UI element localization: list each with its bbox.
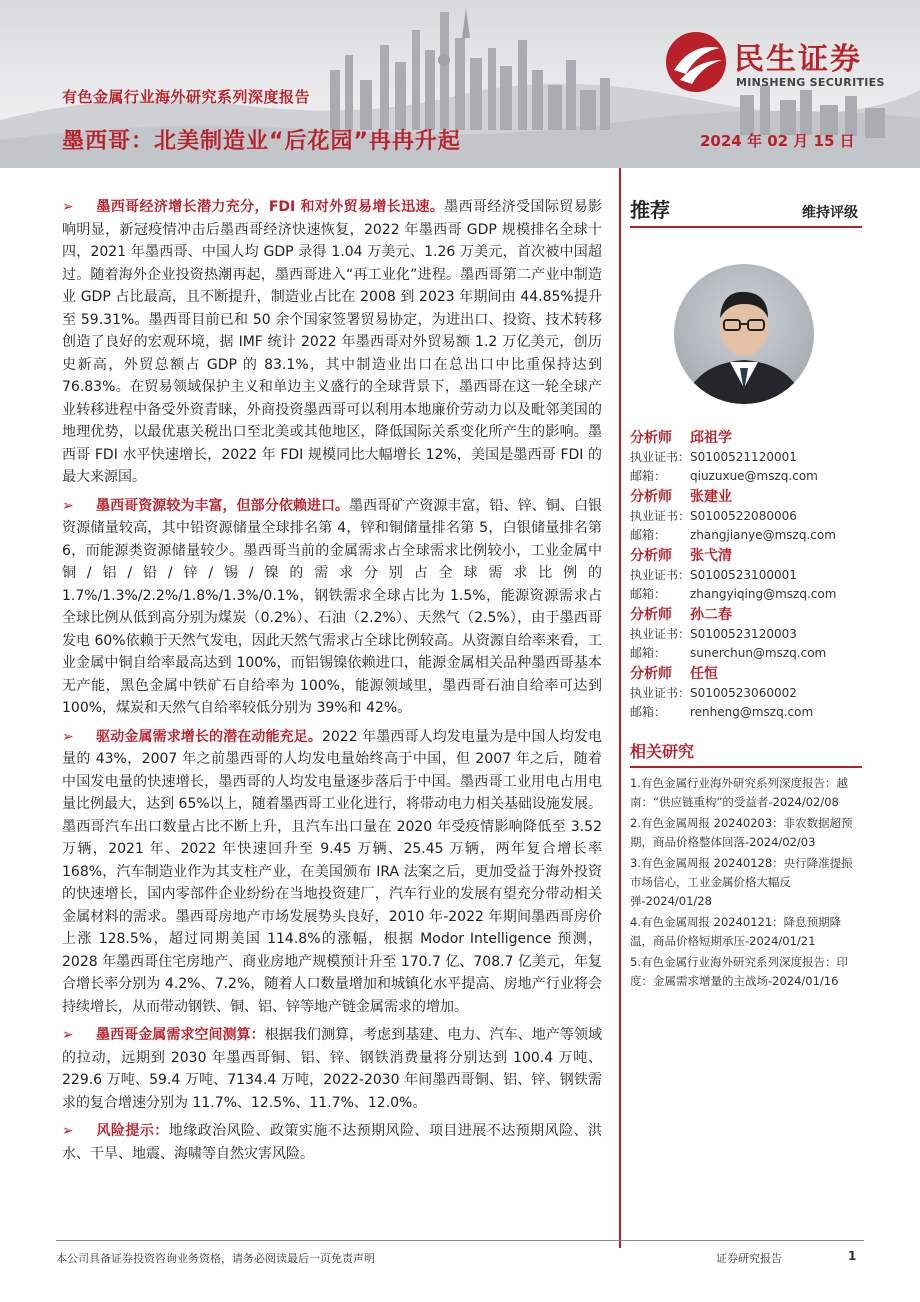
summary-paragraph — [62, 495, 602, 720]
minsheng-logo-icon — [664, 30, 728, 94]
analyst-card — [630, 546, 862, 603]
summary-paragraph — [62, 1120, 602, 1165]
paragraph-text: 根据我们测算，考虑到基建、电力、汽车、地产等领域的拉动，远期到 2030 年墨西哥铜、铝、锌、钢铁消费量将分别达到 100.4 万吨、229.6 万吨、59.4 万吨、7134.4 万吨，2022-2030 年间墨西哥铜、铝、锌、钢铁需求的复合增速分别为 11.7%、12.5%、11.7%、12.0%。 — [62, 1027, 603, 1111]
cert-number: S0100521120001 — [690, 450, 797, 464]
logo-text-cn: 民生证券 — [734, 42, 862, 77]
rating-row — [630, 192, 862, 228]
paragraph-lead: 风险提示： — [96, 1123, 169, 1139]
bullet-arrow-icon: ➢ — [62, 728, 74, 745]
minsheng-logo — [664, 30, 900, 100]
analyst-name: 张建业 — [690, 489, 732, 505]
report-date: 2024 年 02 月 15 日 — [700, 132, 855, 150]
analyst-email[interactable]: qiuzuxue@mszq.com — [690, 468, 818, 483]
analyst-list — [630, 428, 862, 721]
cert-label: 执业证书： — [630, 686, 691, 700]
cert-number: S0100523120003 — [690, 627, 797, 641]
paragraph-lead: 墨西哥金属需求空间测算： — [96, 1027, 265, 1043]
summary-paragraph — [62, 1024, 602, 1114]
related-research-list — [630, 774, 862, 991]
related-research-item[interactable]: 3.有色金属周报 20240128：央行降准提振市场信心，工业金属价格大幅反弹-2024/01/28 — [630, 856, 853, 908]
analyst-role: 分析师 — [630, 489, 672, 505]
bullet-arrow-icon: ➢ — [62, 1027, 74, 1043]
related-research-item[interactable]: 2.有色金属周报 20240203：非农数据超预期，商品价格整体回落-2024/02/03 — [630, 816, 853, 849]
email-label: 邮箱： — [630, 645, 667, 660]
email-label: 邮箱： — [630, 468, 667, 483]
analyst-email[interactable]: renheng@mszq.com — [690, 704, 814, 719]
analyst-name: 孙二春 — [690, 607, 732, 623]
cert-number: S0100523100001 — [690, 568, 797, 582]
cert-label: 执业证书： — [630, 568, 691, 582]
analyst-role: 分析师 — [630, 548, 672, 564]
paragraph-lead: 驱动金属需求增长的潜在动能充足。 — [96, 728, 322, 745]
related-research — [630, 739, 862, 991]
cert-number: S0100522080006 — [690, 509, 797, 523]
series-title: 有色金属行业海外研究系列深度报告 — [62, 88, 311, 106]
summary-paragraph — [62, 726, 602, 1019]
header-banner — [0, 0, 920, 168]
footer-disclaimer: 本公司具备证券投资咨询业务资格，请务必阅读最后一页免责声明 — [56, 1252, 375, 1265]
report-title: 墨西哥：北美制造业“后花园”冉冉升起 — [62, 129, 461, 154]
related-research-item[interactable]: 1.有色金属行业海外研究系列深度报告：越南：“供应链重构”的受益者-2024/02/08 — [630, 776, 848, 809]
analyst-role: 分析师 — [630, 666, 672, 682]
analyst-role: 分析师 — [630, 430, 672, 446]
email-label: 邮箱： — [630, 527, 667, 542]
logo-text-en: MINSHENG SECURITIES — [736, 76, 885, 89]
analyst-name: 任恒 — [690, 666, 718, 682]
analyst-card — [630, 664, 862, 721]
paragraph-text: 2022 年墨西哥人均发电量为是中国人均发电量的 43%，2007 年之前墨西哥的人均发电量始终高于中国，但 2007 年之后，随着中国发电量的快速增长，墨西哥的人均发电量逐步落后于中国。墨西哥工业用电占用电量比例最大，达到 65%以上，随着墨西哥工业化进行，将带动电力相关基础设施发展。墨西哥汽车出口数量占比不断上升，且汽车出口量在 2020 年受疫情影响降低至 3.52 万辆，2021 年、2022 年快速回升至 9.45 万辆、25.45 万辆，两年复合增长率 168%，汽车制造业作为其支柱产业，在美国颁布 IRA 法案之后，更加受益于海外投资的快速增长，国内零部件企业纷纷在当地投资建厂，汽车行业的发展有望充分带动相关金属材料的需求。墨西哥房地产市场发展势头良好，2010 年-2022 年期间墨西哥房价上涨 128.5%，超过同期美国 114.8%的涨幅，根据 Modor Intelligence 预测，2028 年墨西哥住宅房地产、商业房地产规模预计升至 170.7 亿、708.7 亿美元，年复合增长率分别为 4.2%、7.2%，随着人口数量增加和城镇化水平提高、房地产行业将会持续增长，从而带动钢铁、铜、铝、锌等地产链金属需求的增加。 — [62, 728, 603, 1015]
page-number: 1 — [848, 1249, 857, 1263]
paragraph-lead: 墨西哥资源较为丰富，但部分依赖进口。 — [96, 497, 350, 514]
bullet-arrow-icon: ➢ — [62, 497, 74, 514]
paragraph-text: 墨西哥经济受国际贸易影响明显，新冠疫情冲击后墨西哥经济快速恢复，2022 年墨西哥 GDP 规模排名全球十四，2021 年墨西哥、中国人均 GDP 录得 1.04 万美元、1.26 万美元，首次被中国超过。随着海外企业投资热潮再起，墨西哥进入“再工业化”进程。墨西哥第二产业中制造业 GDP 占比最高，且不断提升，制造业占比在 2008 到 2023 年期间由 44.85%提升至 59.31%。墨西哥目前已和 50 余个国家签署贸易协定，为进出口、投资、技术转移创造了良好的宏观环境，据 IMF 统计 2022 年墨西哥对外贸易额 1.2 万亿美元，创历史新高，外贸总额占 GDP 的 83.1%，其中制造业出口在总出口中比重保持达到 76.83%。在贸易领域保护主义和单边主义盛行的全球背景下，墨西哥在这一轮全球产业转移进程中备受外资青睐，外商投资墨西哥可以利用本地廉价劳动力以及毗邻美国的地理优势，以最优惠关税出口至北美或其他地区，降低国际关系变化所产生的影响。墨西哥 FDI 水平快速增长，2022 年 FDI 规模同比大幅增长 12%，美国是墨西哥 FDI 的最大来源国。 — [62, 199, 602, 485]
analyst-email[interactable]: zhangyiqing@mszq.com — [690, 586, 837, 601]
paragraph-lead: 墨西哥经济增长潜力充分，FDI 和对外贸易增长迅速。 — [96, 199, 445, 215]
summary-paragraph — [62, 196, 602, 489]
footer-report-type: 证券研究报告 — [716, 1252, 782, 1265]
analyst-email[interactable]: sunerchun@mszq.com — [690, 645, 827, 660]
bullet-arrow-icon: ➢ — [62, 199, 74, 215]
related-research-title: 相关研究 — [630, 739, 862, 768]
related-research-item[interactable]: 4.有色金属周报 20240121：降息预期降温，商品价格短期承压-2024/01/21 — [630, 915, 842, 948]
footer-divider — [56, 1240, 864, 1241]
bullet-arrow-icon: ➢ — [62, 1123, 74, 1139]
paragraph-text: 地缘政治风险、政策实施不达预期风险、项目进展不达预期风险、洪水、干旱、地震、海啸等自然灾害风险。 — [62, 1123, 603, 1162]
related-research-item[interactable]: 5.有色金属行业海外研究系列深度报告：印度：金属需求增量的主战场-2024/01/16 — [630, 955, 848, 988]
analyst-portrait-icon — [674, 264, 814, 404]
analyst-card — [630, 428, 862, 485]
cert-number: S0100523060002 — [690, 686, 797, 700]
column-divider — [619, 168, 621, 1248]
sidebar — [630, 192, 862, 993]
cert-label: 执业证书： — [630, 627, 691, 641]
analyst-card — [630, 487, 862, 544]
analyst-name: 邱祖学 — [690, 430, 732, 446]
paragraph-text: 墨西哥矿产资源丰富，铅、锌、铜、白银资源储量较高，其中铅资源储量全球排名第 4，锌和铜储量排名第 5，白银储量排名第 6，而能源类资源储量较少。墨西哥当前的金属需求占全球需求比例较小，工业金属中铜/铝/铅/锌/锡/镍的需求分别占全球需求比例的 1.7%/1.3%/2.2%/1.8%/1.3%/0.1%，钢铁需求全球占比为 1.5%，能源资源需求占全球比例从低到高分别为煤炭（0.2%）、石油（2.2%）、天然气（2.5%），由于墨西哥发电 60%依赖于天然气发电，因此天然气需求占全球比例较高。从资源自给率来看，工业金属中铜自给率最高达到 100%，而铝锡镍依赖进口，能源金属相关品种墨西哥基本无产能，黑色金属中铁矿石自给率为 100%，能源领域里，墨西哥石油自给率可达到 100%，煤炭和天然气自给率较低分别为 39%和 42%。 — [62, 497, 603, 716]
cert-label: 执业证书： — [630, 450, 691, 464]
email-label: 邮箱： — [630, 586, 667, 601]
analyst-card — [630, 605, 862, 662]
email-label: 邮箱： — [630, 704, 667, 719]
cert-label: 执业证书： — [630, 509, 691, 523]
analyst-email[interactable]: zhangjianye@mszq.com — [690, 527, 836, 542]
rating-label: 推荐 — [630, 198, 670, 222]
analyst-photo — [674, 264, 814, 404]
rating-status: 维持评级 — [802, 205, 858, 221]
summary-column — [62, 196, 602, 1171]
analyst-name: 张弋清 — [690, 548, 732, 564]
analyst-role: 分析师 — [630, 607, 672, 623]
